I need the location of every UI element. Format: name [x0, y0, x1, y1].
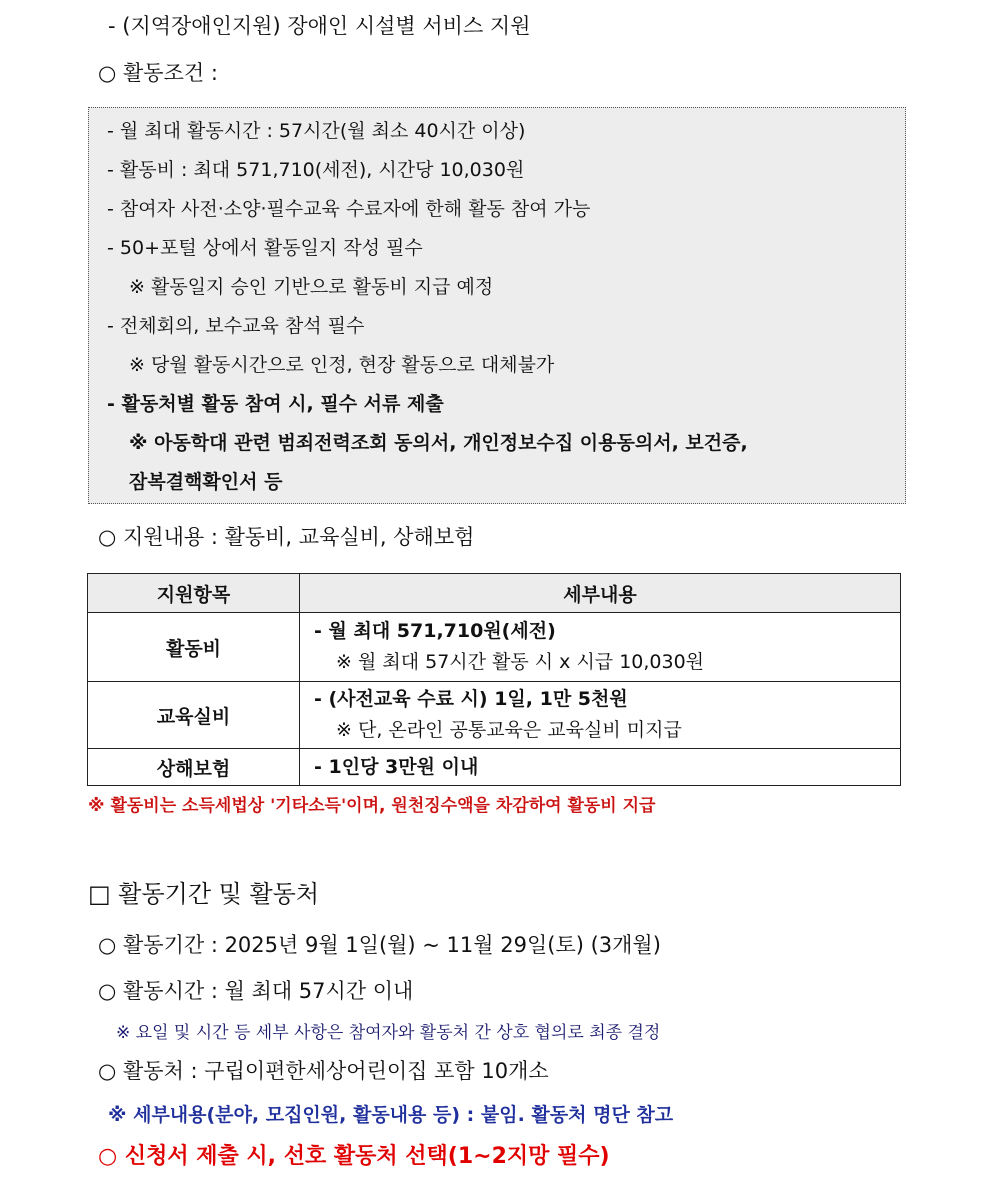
table-header-item: 지원항목	[88, 574, 300, 613]
table-cell-item: 상해보험	[88, 749, 300, 786]
condition-meeting: - 전체회의, 보수교육 참석 필수	[107, 315, 365, 337]
condition-pay: - 활동비 : 최대 571,710(세전), 시간당 10,030원	[107, 159, 525, 181]
period-section-heading: □ 활동기간 및 활동처	[88, 880, 320, 908]
table-cell-detail	[300, 613, 901, 682]
regional-support-line: - (지역장애인지원) 장애인 시설별 서비스 지원	[108, 14, 531, 38]
hours-note: ※ 요일 및 시간 등 세부 사항은 참여자와 활동처 간 상호 협의로 최종 결정	[116, 1023, 661, 1043]
table-cell-detail	[300, 749, 901, 786]
hours-line: ○ 활동시간 : 월 최대 57시간 이내	[98, 979, 414, 1003]
detail-sub: ※ 월 최대 57시간 활동 시 x 시급 10,030원	[336, 651, 705, 673]
condition-documents: - 활동처별 활동 참여 시, 필수 서류 제출	[107, 393, 444, 415]
table-header-detail: 세부내용	[300, 574, 901, 613]
detail-main: - 1인당 3만원 이내	[314, 755, 479, 778]
condition-documents-note: ※ 아동학대 관련 범죄전력조회 동의서, 개인정보수집 이용동의서, 보건증,	[129, 432, 748, 454]
table-row	[88, 682, 901, 749]
condition-education: - 참여자 사전·소양·필수교육 수료자에 한해 활동 참여 가능	[107, 198, 591, 220]
table-cell-detail	[300, 682, 901, 749]
table-header-row	[88, 574, 901, 613]
apply-note: ○ 신청서 제출 시, 선호 활동처 선택(1~2지망 필수)	[98, 1144, 610, 1169]
support-heading: ○ 지원내용 : 활동비, 교육실비, 상해보험	[98, 525, 475, 549]
table-row	[88, 749, 901, 786]
table-cell-item: 교육실비	[88, 682, 300, 749]
condition-documents-note-cont: 잠복결핵확인서 등	[129, 471, 283, 493]
places-line: ○ 활동처 : 구립이편한세상어린이집 포함 10개소	[98, 1059, 549, 1083]
detail-sub: ※ 단, 온라인 공통교육은 교육실비 미지급	[336, 719, 682, 741]
condition-log: - 50+포털 상에서 활동일지 작성 필수	[107, 237, 423, 259]
places-note: ※ 세부내용(분야, 모집인원, 활동내용 등) : 붙임. 활동처 명단 참고	[108, 1104, 674, 1126]
condition-log-note: ※ 활동일지 승인 기반으로 활동비 지급 예정	[129, 276, 494, 298]
detail-main: - (사전교육 수료 시) 1일, 1만 5천원	[314, 688, 628, 710]
conditions-heading: ○ 활동조건 :	[98, 61, 218, 85]
table-row	[88, 613, 901, 682]
conditions-box	[88, 107, 906, 504]
tax-note: ※ 활동비는 소득세법상 '기타소득'이며, 원천징수액을 차감하여 활동비 지급	[88, 796, 656, 816]
condition-meeting-note: ※ 당월 활동시간으로 인정, 현장 활동으로 대체불가	[129, 354, 555, 376]
condition-max-hours: - 월 최대 활동시간 : 57시간(월 최소 40시간 이상)	[107, 120, 526, 142]
table-cell-item: 활동비	[88, 613, 300, 682]
period-line: ○ 활동기간 : 2025년 9월 1일(월) ~ 11월 29일(토) (3개월)	[98, 933, 661, 957]
detail-main: - 월 최대 571,710원(세전)	[314, 620, 556, 642]
support-table	[87, 573, 901, 786]
